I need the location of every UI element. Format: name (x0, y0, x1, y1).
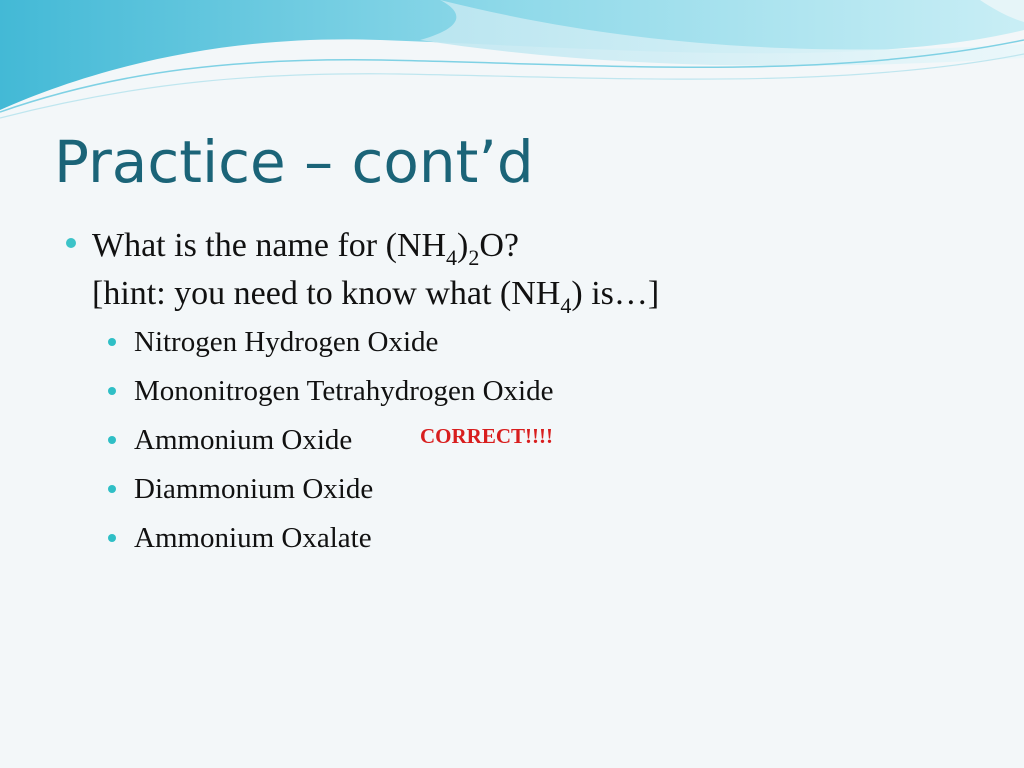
bullet-icon (108, 534, 116, 542)
bullet-icon (108, 338, 116, 346)
correct-feedback: CORRECT!!!! (420, 424, 553, 448)
answer-label: Mononitrogen Tetrahydrogen Oxide (134, 375, 554, 407)
question-line (92, 226, 519, 269)
answer-label: Ammonium Oxalate (134, 522, 372, 554)
question-text: O? (479, 227, 520, 264)
question-bullet-icon (66, 238, 76, 248)
question-text: What is the name for (NH (92, 227, 447, 264)
subscript: 2 (468, 245, 480, 270)
slide-title: Practice – cont’d (54, 128, 534, 196)
hint-text: ) is…] (571, 275, 660, 312)
answer-label: Diammonium Oxide (134, 473, 374, 505)
question-text: ) (457, 227, 469, 264)
answer-label: Ammonium Oxide (134, 424, 353, 456)
hint-text: [hint: you need to know what (NH (92, 275, 561, 312)
bullet-icon (108, 387, 116, 395)
subscript: 4 (560, 293, 572, 318)
header-wave-decoration (0, 0, 1024, 130)
subscript: 4 (446, 245, 458, 270)
answer-label: Nitrogen Hydrogen Oxide (134, 326, 439, 358)
bullet-icon (108, 485, 116, 493)
hint-line (92, 274, 659, 317)
bullet-icon (108, 436, 116, 444)
